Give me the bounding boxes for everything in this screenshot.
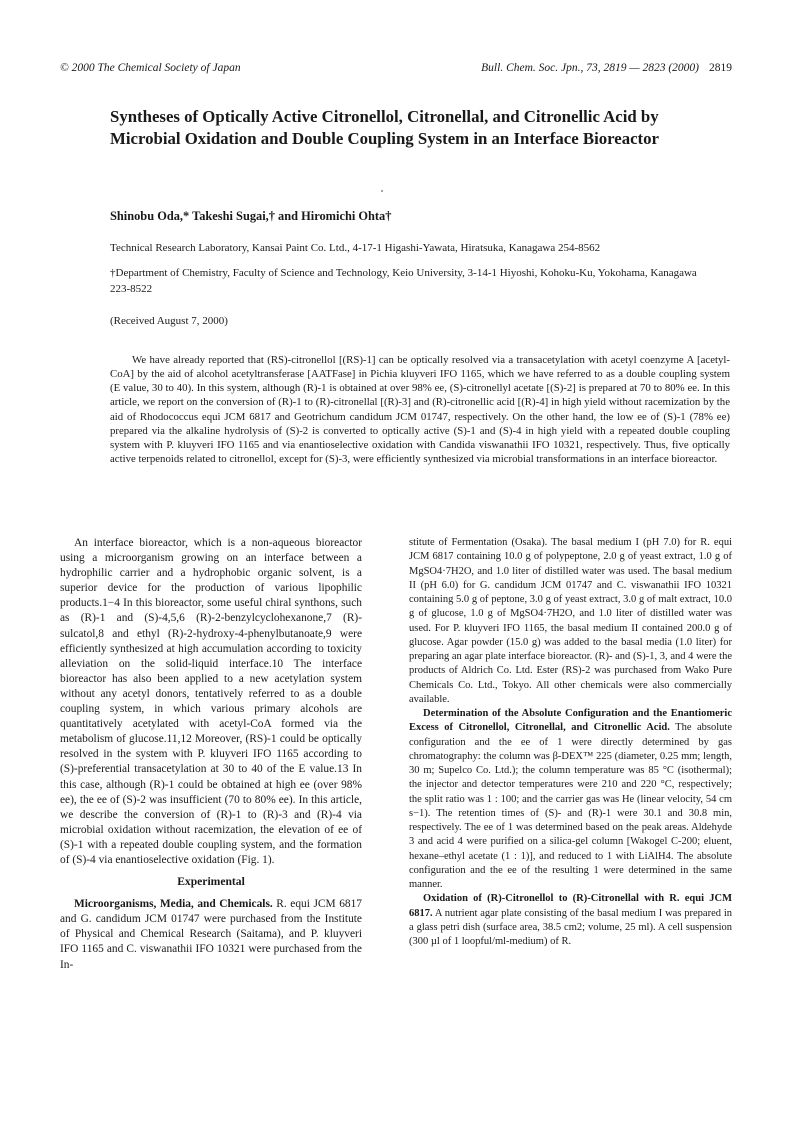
received-date: (Received August 7, 2000) (110, 315, 228, 327)
paragraph-text: A nutrient agar plate consisting of the basal medium I was prepared in a glass petri dish (surface area, 38.5 cm2; volume, 25 ml). A cell suspension (300 µl of 1 loopful/ml-medium) of R. (409, 907, 732, 947)
run-in-heading: Determination of the Absolute Configuration and the Enantiomeric Excess of Citronellol, Citronellal, and Citronellic Acid. (409, 708, 732, 734)
run-in-heading: Oxidation of (R)-Citronellol to (R)-Citronellal with R. equi JCM 6817. (409, 893, 732, 919)
page-number: 2819 (709, 62, 732, 74)
author-list: Shinobu Oda,* Takeshi Sugai,† and Hiromichi Ohta† (110, 209, 392, 223)
speck (381, 190, 383, 192)
running-header (60, 62, 732, 78)
article-title: Syntheses of Optically Active Citronellol, Citronellal, and Citronellic Acid by Microbial Oxidation and Double Coupling System in an Interface Bioreactor (110, 107, 659, 148)
introduction-paragraph: An interface bioreactor, which is a non-aqueous bioreactor using a microorganism growing on an interface between a hydrophilic carrier and a hydrophobic organic solvent, is a superior device for the production of various lipophilic products.1−4 In this bioreactor, some useful chiral synthons, such as (R)-1 and (S)-4,5,6 (R)-2-benzylcyclohexanone,7 (R)-sulcatol,8 and ethyl (R)-2-hydroxy-4-phenylbutanoate,9 were efficiently synthesized at high accumulation according to toxicity alleviation on the solid-liquid interface.10 The interface bioreactor has also been applied to a new acetylation system without any acetyl donors, tentatively referred to as a double coupling system, in which various primary alcohols are quantitatively acetylated with acetyl-CoA formed via the metabolism of glucose.11,12 Moreover, (RS)-1 could be optically resolved in the system with P. kluyveri IFO 1165 according to (S)-preferential transacetylation at 30 to 40 of the E value.13 In this case, although (R)-1 could be obtained at high ee (over 98% ee), the ee of (S)-2 was insufficient (70 to 80% ee). In this article, we describe the conversion of (R)-1 to (R)-3 and (R)-4 via microbial oxidation without racemization, the elevation of ee of (S)-1 with a repeated double coupling system, and the formation of (S)-4 via enantioselective oxidation (Fig. 1). (60, 537, 362, 866)
paragraph-text: R. equi JCM 6817 and G. candidum JCM 01747 were purchased from the Institute of Physical and Chemical Research (Saitama), and P. kluyveri IFO 1165 and C. viswanathii IFO 10321 were purchased from the In- (60, 898, 362, 971)
section-heading-experimental: Experimental (177, 875, 245, 889)
media-paragraph: stitute of Fermentation (Osaka). The basal medium I (pH 7.0) for R. equi JCM 6817 containing 10.0 g of polypeptone, 2.0 g of yeast extract, 1.0 g of MgSO4·7H2O, and 1.0 liter of distilled water was used. The basal medium II (pH 6.0) for G. candidum JCM 01747 and C. viswanathii IFO 10321 containing 5.0 g of peptone, 3.0 g of yeast extract, 3.0 g of malt extract, 10.0 g of glucose, 1.0 g of MgSO4·7H2O, and 1.0 liter of distilled water was used. For P. kluyveri IFO 1165, the basal medium II contained 200.0 g of glucose. Agar powder (15.0 g) was added to the basal media (1.0 liter) for preparing an agar plate interface bioreactor. (R)- and (S)-1, 3, and 4 were the products of Aldrich Co. Ltd. Ester (RS)-2 was purchased from Wako Pure Chemicals Co. Ltd., Tokyo. All other chemicals were also commercially available. (409, 537, 732, 705)
copyright-notice: © 2000 The Chemical Society of Japan (60, 62, 241, 74)
abstract: We have already reported that (RS)-citronellol [(RS)-1] can be optically resolved via a transacetylation with acetyl coenzyme A [acetyl-CoA] by the aid of alcohol acetyltransferase [AATFase] in Pichia kluyveri IFO 1165, which we have referred to as a double coupling system (E value, 30 to 40). In this system, although (R)-1 is obtained at over 98% ee, (S)-citronellyl acetate [(S)-2] is prepared at 70 to 80% ee. In this article, we report on the conversion of (R)-1 to (R)-citronellal [(R)-3] and (R)-citronellic acid [(R)-4] in high yield without racemization by the aid of Rhodococcus equi JCM 6817 and Geotrichum candidum JCM 01747, respectively. On the other hand, the low ee of (S)-1 (78% ee) prepared via the alkaline hydrolysis of (S)-2 is converted to optically active (S)-1 and (S)-4 in high yield with a repeated double coupling system with P. kluyveri IFO 1165 and via enantioselective oxidation with Candida viswanathii IFO 10321, respectively. Thus, five optically active terpenoids related to citronellol, except for (S)-3, were efficiently synthesized via microbial transformations in an interface bioreactor. (110, 354, 730, 466)
journal-reference: Bull. Chem. Soc. Jpn., 73, 2819 — 2823 (2000) (481, 62, 699, 74)
right-column (409, 536, 732, 949)
affiliation-2: †Department of Chemistry, Faculty of Science and Technology, Keio University, 3-14-1 Hiyoshi, Kohoku-Ku, Yokohama, Kanagawa 223-8522 (110, 267, 697, 295)
left-column (60, 536, 362, 973)
oxidation-paragraph (409, 892, 732, 949)
journal-citation (481, 62, 732, 74)
microorganisms-paragraph (60, 897, 362, 972)
paragraph-text: The absolute configuration and the ee of 1 were directly determined by gas chromatography: the column was β-DEX™ 225 (diameter, 0.25 mm; length, 30 m; Supelco Co. Ltd.); the column temperature was 85 °C (isothermal); the injector and detector temperatures were 210 and 220 °C, respectively; the split ratio was 1 : 100; and the carrier gas was He (linear velocity, 54 cm s−1). The retention times of (S)- and (R)-1 were 30.1 and 30.8 min, respectively. The ee of 1 was determined based on the peak areas. Aldehyde 3 and acid 4 were purified on a silica-gel column [Wakogel C-200; eluent, hexane–ethyl acetate (1 : 1)], and reduced to 1 with LiAlH4. The absolute configuration and the ee of the resulting 1 were determined in the same manner. (409, 722, 732, 890)
determination-paragraph (409, 707, 732, 892)
affiliation-1: Technical Research Laboratory, Kansai Paint Co. Ltd., 4-17-1 Higashi-Yawata, Hiratsuka, Kanagawa 254-8562 (110, 242, 601, 254)
run-in-heading: Microorganisms, Media, and Chemicals. (74, 898, 273, 911)
